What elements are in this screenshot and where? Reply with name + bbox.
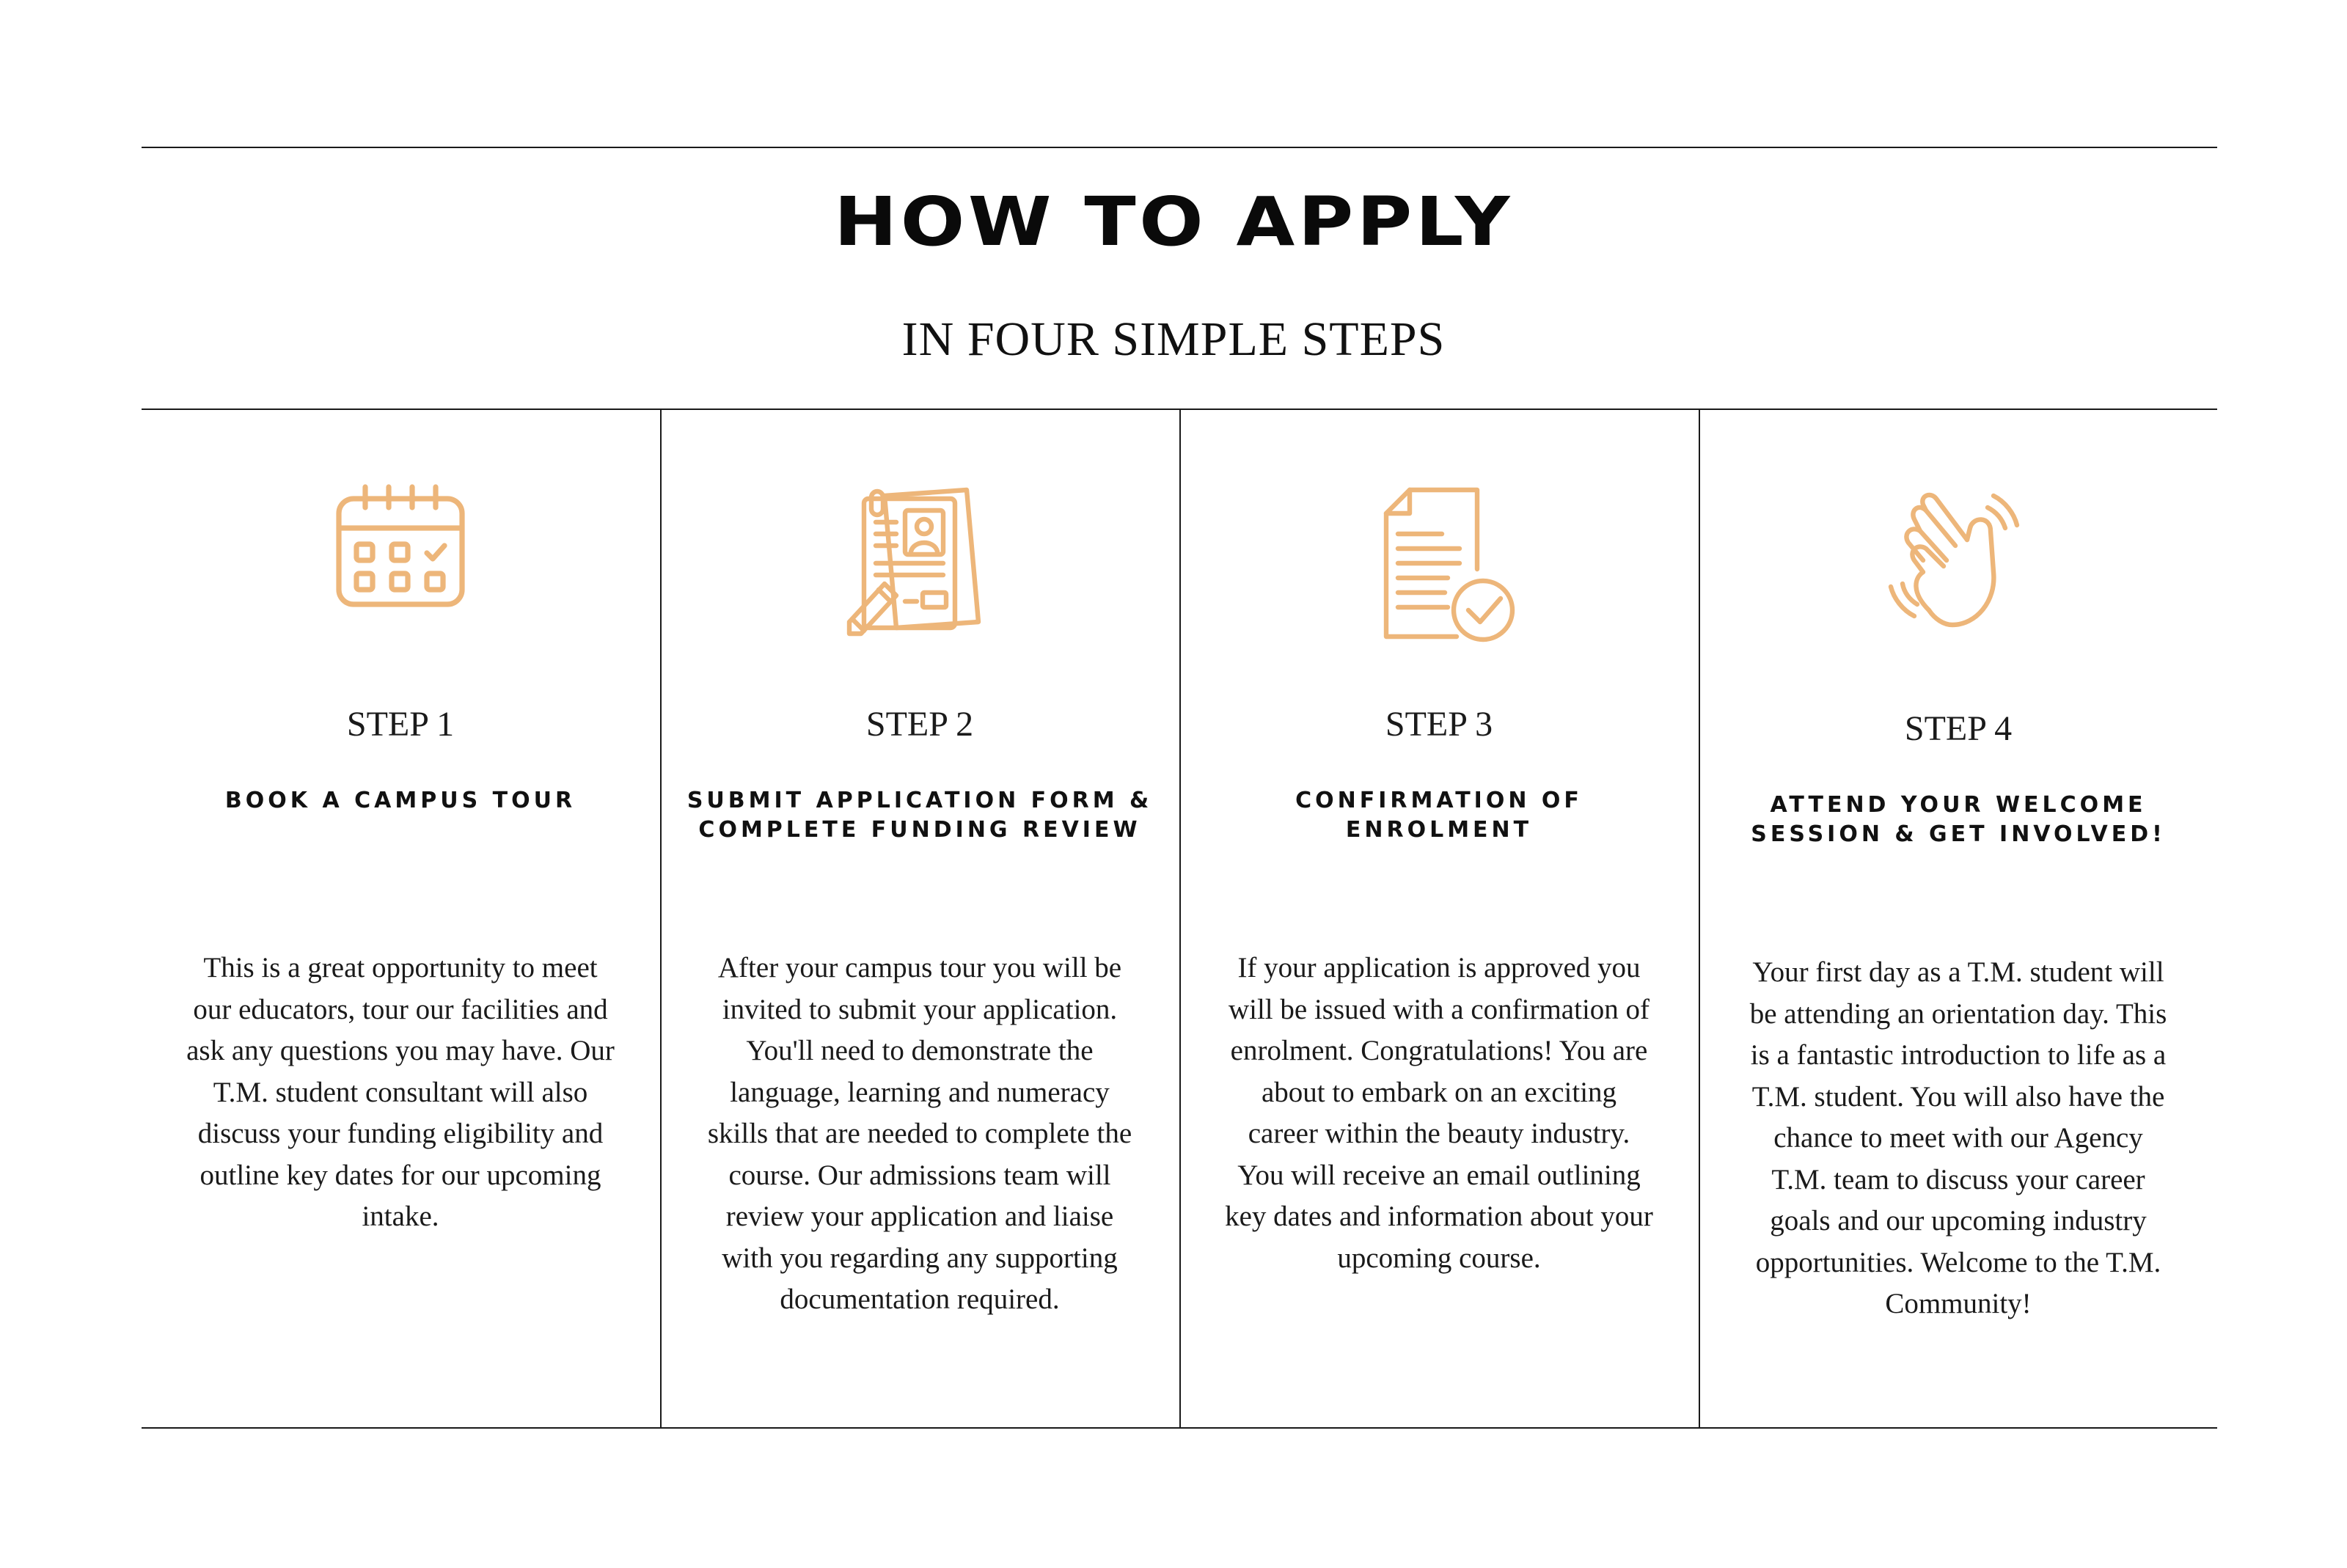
step-4-column <box>1699 409 2217 1427</box>
page-subtitle: IN FOUR SIMPLE STEPS <box>901 312 1446 366</box>
step-description: After your campus tour you will be invited to submit your application. You'll need to demonstrate the language, learning and numeracy skills that are needed to complete the course. Our admissions team will review your application and liaise with you regarding any supporting documentation required. <box>707 952 1132 1315</box>
page-title: HOW TO APPLY <box>834 183 1513 261</box>
top-divider <box>142 147 2217 148</box>
step-label: STEP 2 <box>865 705 974 744</box>
step-label: STEP 1 <box>346 705 455 744</box>
step-heading: SUBMIT APPLICATION FORM & COMPLETE FUNDING REVIEW <box>686 788 1153 843</box>
step-heading: CONFIRMATION OF ENROLMENT <box>1295 788 1583 843</box>
step-3-column <box>1180 409 1698 1427</box>
step-description: If your application is approved you will be issued with a confirmation of enrolment. Congratulations! You are about to embark on an exciting career within the beauty industry. You will receive an email outlining key dates and information about your upcoming course. <box>1225 952 1653 1274</box>
calendar-icon <box>327 475 474 622</box>
step-1-column <box>142 409 659 1427</box>
step-label: STEP 4 <box>1904 709 2013 748</box>
step-2-column <box>661 409 1179 1427</box>
step-heading: BOOK A CAMPUS TOUR <box>224 788 576 813</box>
bottom-divider <box>142 1427 2217 1429</box>
application-form-icon <box>832 475 1008 651</box>
step-description: This is a great opportunity to meet our educators, tour our facilities and ask any questions you may have. Our T.M. student consultant will also discuss your funding eligibility and outline key dates for our upcoming intake. <box>186 952 615 1232</box>
waving-hand-icon <box>1870 475 2046 651</box>
step-description: Your first day as a T.M. student will be attending an orientation day. This is a fantastic introduction to life as a T.M. student. You will also have the chance to meet with our Agency T.M. team to discuss your career goals and our upcoming industry opportunities. Welcome to the T.M. Community! <box>1749 956 2167 1319</box>
document-check-icon <box>1351 475 1527 651</box>
step-label: STEP 3 <box>1385 705 1493 744</box>
step-heading: ATTEND YOUR WELCOME SESSION & GET INVOLVED! <box>1751 792 2166 847</box>
